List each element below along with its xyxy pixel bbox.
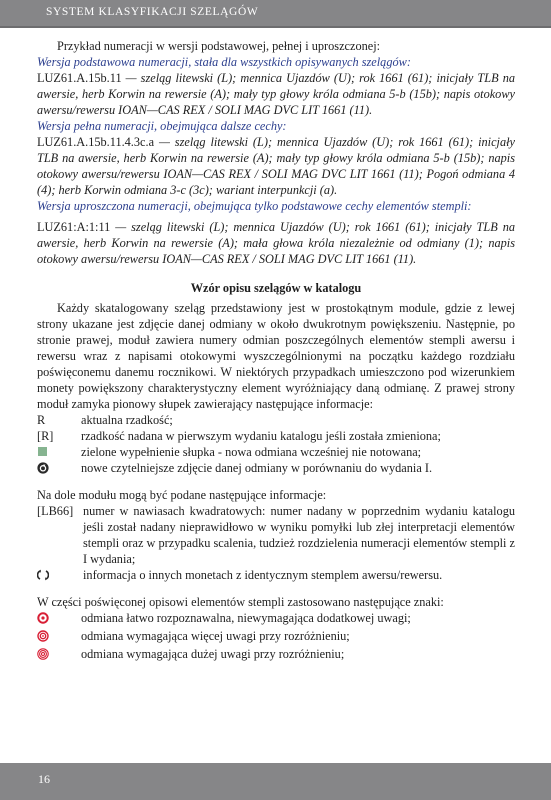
- legend-text: odmiana wymagająca dużej uwagi przy rozróżnieniu;: [81, 647, 345, 661]
- legend-key: [LB66]: [37, 504, 74, 518]
- legend-item: [37, 428, 515, 444]
- legend-item: [37, 444, 515, 460]
- version-simple-body: [37, 219, 515, 267]
- legend-text: nowe czytelniejsze zdjęcie danej odmiany w porównaniu do wydania I.: [81, 461, 433, 475]
- legend-text: odmiana łatwo rozpoznawalna, niewymagająca dodatkowej uwagi;: [81, 611, 411, 625]
- legend-text: odmiana wymagająca więcej uwagi przy rozróżnieniu;: [81, 629, 350, 643]
- legend-text: rzadkość nadana w pierwszym wydaniu katalogu jeśli została zmieniona;: [81, 429, 441, 443]
- version-basic-heading: Wersja podstawowa numeracji, stała dla wszystkich opisywanych szelągów:: [37, 55, 411, 69]
- version-simple-code: LUZ61:A:1:11: [37, 220, 111, 234]
- version-basic-text: — szeląg litewski (L); mennica Ujazdów (U); rok 1661 (61); inicjały TLB na awersie, herb Korwin na rewersie (A); mały typ głowy króla odmiana 5-b (15b); napis otokowy awersu/rewersu IOAN—CAS REX / SOLI MAG DVC LIT 1661 (11).: [37, 71, 515, 117]
- page-header: [0, 0, 551, 27]
- version-basic-body: [37, 70, 515, 118]
- legend-key: R: [37, 413, 46, 427]
- section-heading: Wzór opisu szelągów w katalogu: [190, 281, 362, 295]
- bottom-intro: Na dole modułu mogą być podane następujące informacje:: [37, 488, 327, 502]
- version-full-code: LUZ61.A.15b.11.4.3c.a: [37, 135, 155, 149]
- double-ring-icon: [37, 630, 49, 642]
- green-square-icon: [38, 447, 47, 456]
- version-basic-code: LUZ61.A.15b.11: [37, 71, 122, 85]
- legend-item: [37, 646, 515, 664]
- legend-item: [37, 628, 515, 646]
- body-paragraph: Każdy skatalogowany szeląg przedstawiony jest w prostokątnym module, gdzie z lewej strony ukazane jest zdjęcie danej odmiany w około dwukrotnym powiększeniu. Następnie, po stronie prawej, moduł zawiera numery odmian poszczególnych elementów stempli awersu i rewersu wraz z napisami otokowymi wyszczególnionymi na początku każdego rozdziału poświęconemu danemu rocznikowi. W niektórych przypadkach umieszczono pod wizerunkiem monety powiększony charakterystyczny element wyróżniający daną odmianę. Z prawej strony moduł zamyka pionowy słupek zawierający następujące informacje:: [37, 301, 515, 411]
- legend-item: [37, 567, 515, 585]
- legend-key: [R]: [37, 429, 54, 443]
- legend-text: numer w nawiasach kwadratowych: numer nadany w poprzednim wydaniu katalogu jeśli został nadany nieprawidłowo w wyniku pomyłki lub złej interpretacji elementów stempli oraz w przypadku scalenia, tudzież rozdzielenia numeracji elementów stempli z I wydania;: [83, 504, 515, 566]
- page-number: 16: [38, 772, 50, 786]
- intro-text: Przykład numeracji w wersji podstawowej, pełnej i uproszczonej:: [57, 39, 381, 53]
- legend-text: zielone wypełnienie słupka - nowa odmiana wcześniej nie notowana;: [81, 445, 422, 459]
- signs-intro: W części poświęconej opisowi elementów stempli zastosowano następujące znaki:: [37, 595, 444, 609]
- spacer: [37, 585, 515, 594]
- single-ring-icon: [37, 612, 49, 624]
- cycle-arrows-icon: [37, 569, 49, 581]
- legend-item: [37, 503, 515, 567]
- version-simple-text: — szeląg litewski (L); mennica Ujazdów (U); rok 1661 (61); inicjały TLB na awersie, herb Korwin na rewersie (A); mała głowa króla niezależnie od odmiany (1); napis otokowy awersu/rewersu IOAN—CAS REX / SOLI MAG DVC LIT 1661 (11).: [37, 220, 515, 266]
- version-simple-heading: Wersja uproszczona numeracji, obejmująca tylko podstawowe cechy elementów stempli:: [37, 199, 472, 213]
- header-divider: [0, 26, 551, 28]
- version-full-body: [37, 134, 515, 198]
- page-footer: [0, 763, 551, 800]
- legend-item: [37, 610, 515, 628]
- legend-text: aktualna rzadkość;: [81, 413, 173, 427]
- header-title: SYSTEM KLASYFIKACJI SZELĄGÓW: [46, 6, 259, 18]
- legend-item: [37, 412, 515, 428]
- new-photo-icon: [37, 462, 49, 474]
- legend-text: informacja o innych monetach z identycznym stemplem awersu/rewersu.: [83, 568, 443, 582]
- version-full-text: — szeląg litewski (L); mennica Ujazdów (U); rok 1661 (61); inicjały TLB na awersie, herb Korwin na rewersie (A); mały typ głowy króla odmiana 5-b (15b); napis otokowy awersu/rewersu IOAN—CAS REX / SOLI MAG DVC LIT 1661 (11); Pogoń odmiana 4 (4); herb Korwin odmiana 3-c (3c); wariant interpunkcji (a).: [37, 135, 515, 197]
- spacer: [37, 478, 515, 487]
- version-full-heading: Wersja pełna numeracji, obejmująca dalsze cechy:: [37, 119, 287, 133]
- page-content: [37, 38, 515, 664]
- triple-ring-icon: [37, 648, 49, 660]
- legend-item: [37, 460, 515, 478]
